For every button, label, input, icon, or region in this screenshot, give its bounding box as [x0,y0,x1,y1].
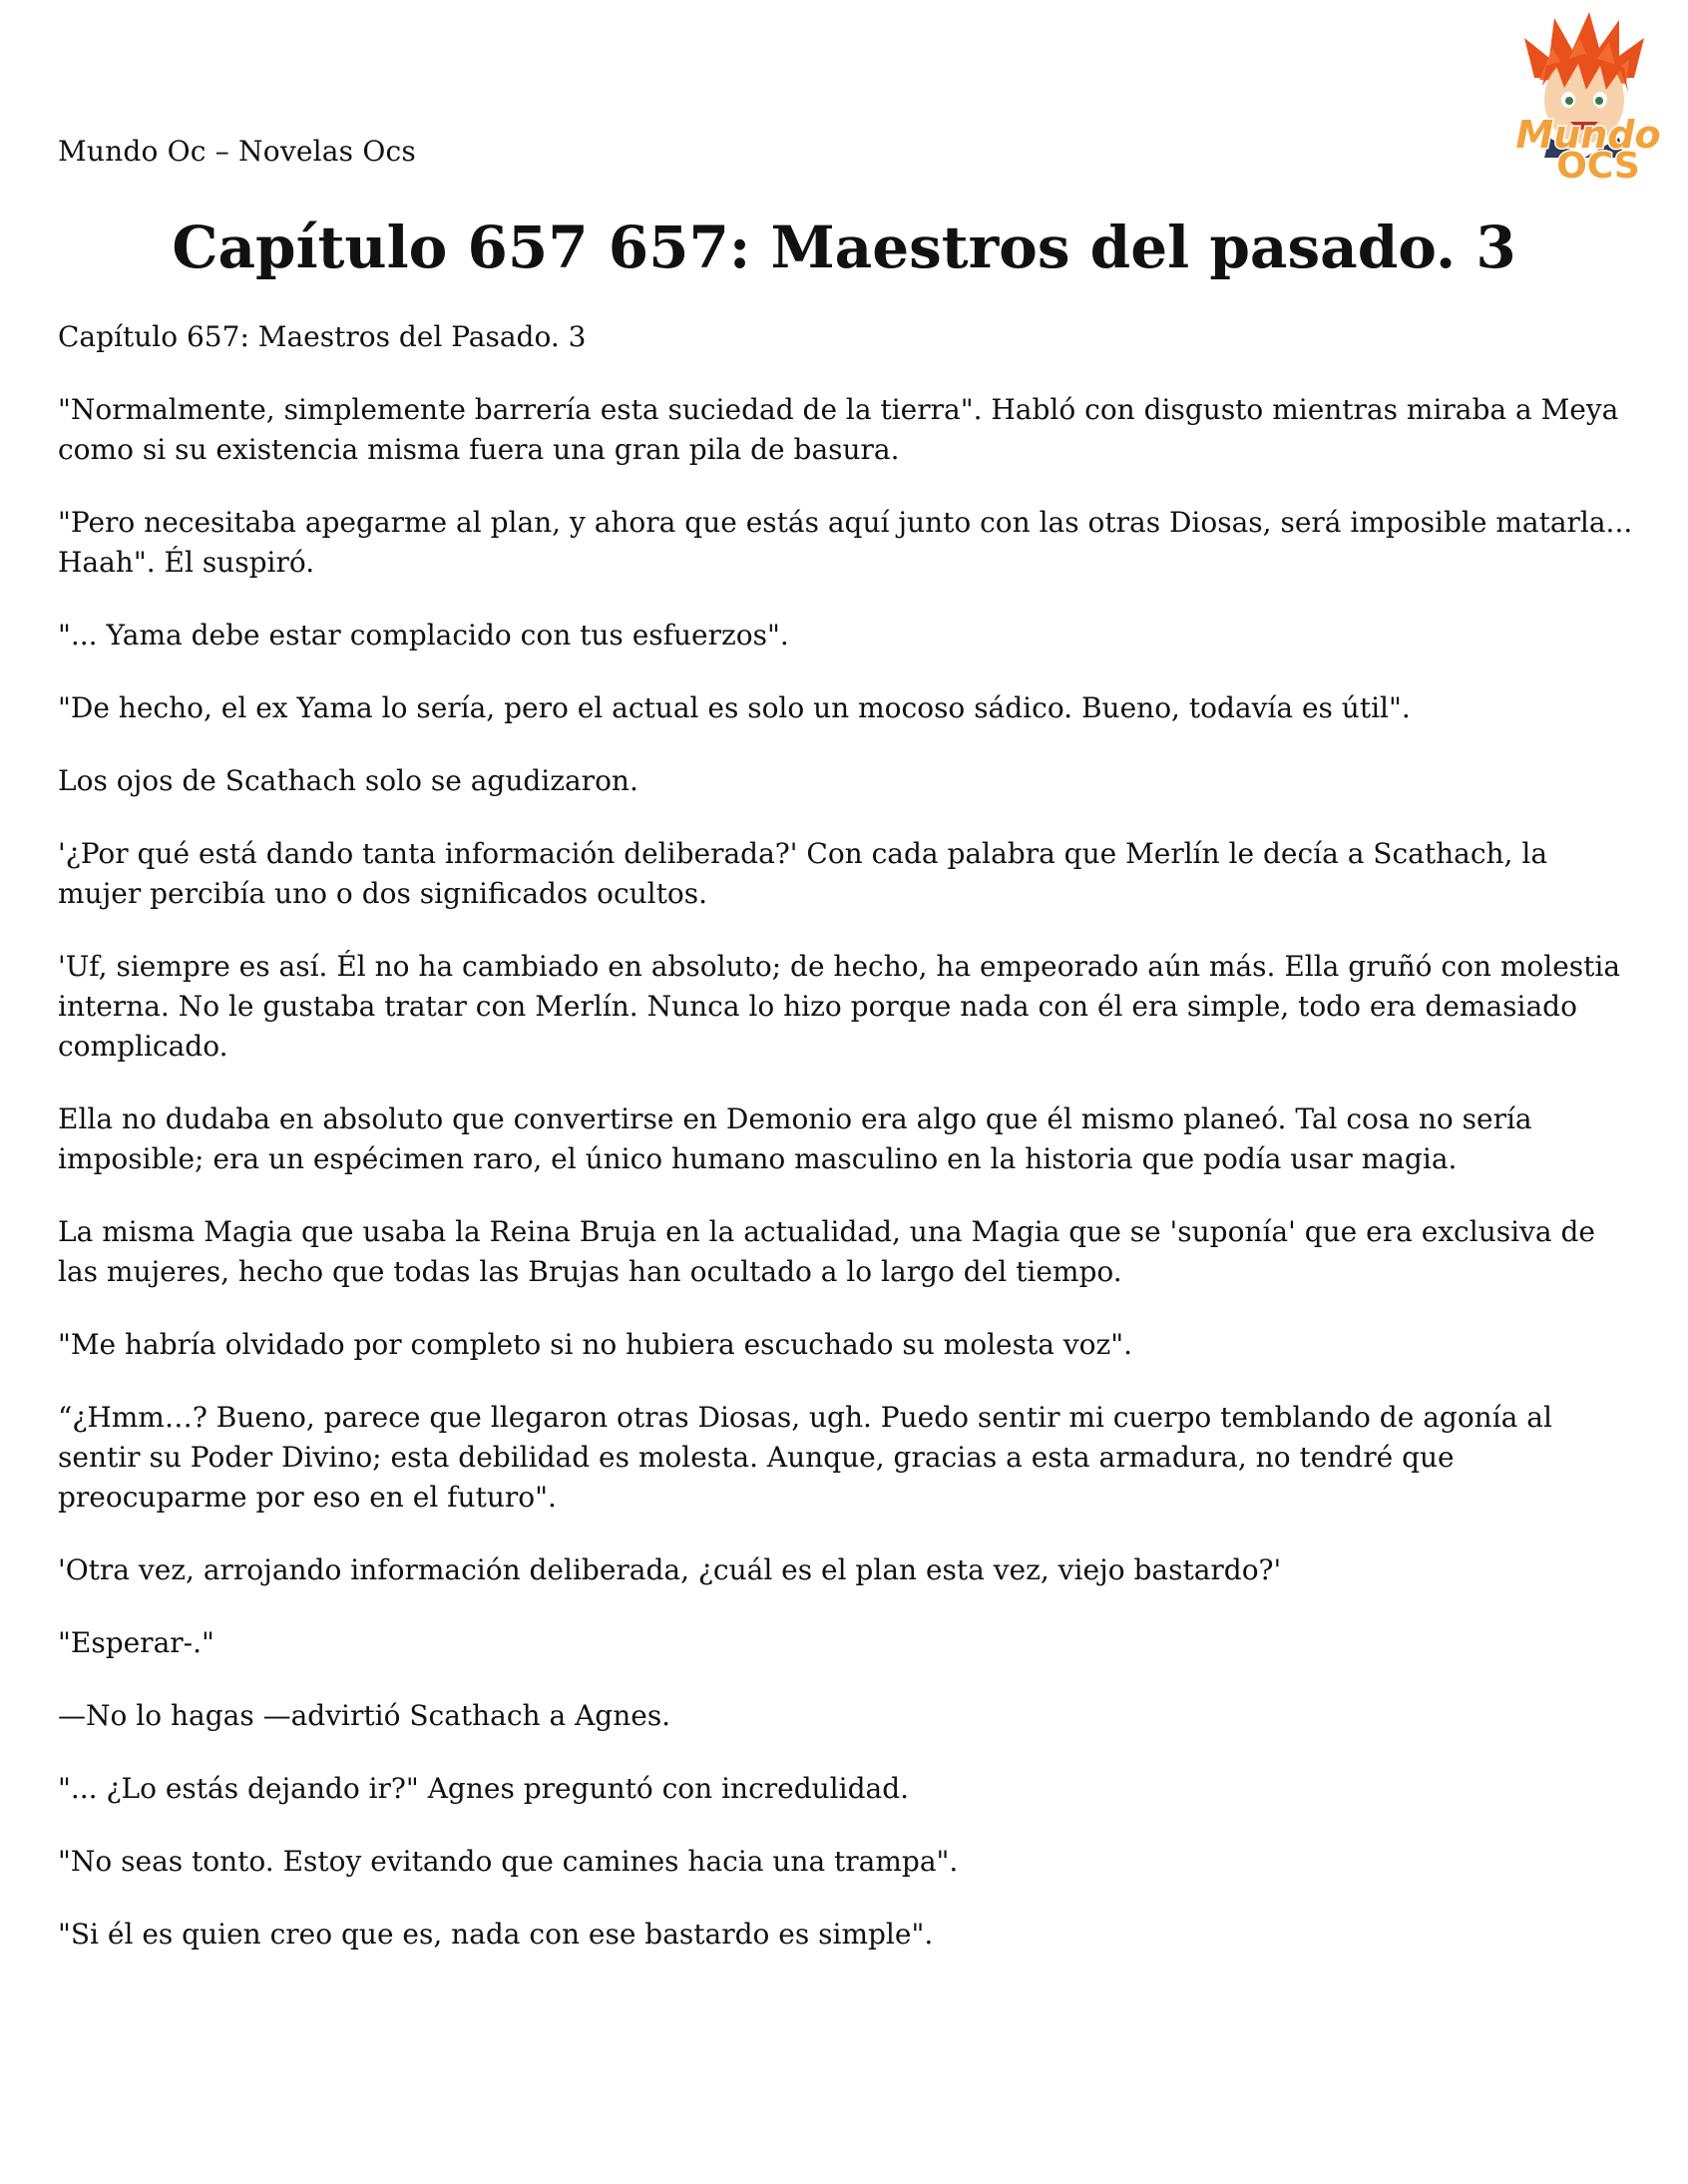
paragraph: "... Yama debe estar complacido con tus esfuerzos". [58,619,789,652]
paragraph: 'Uf, siempre es así. Él no ha cambiado en absoluto; de hecho, ha empeorado aún más. Ella gruñó con molestia interna. No le gustaba tratar con Merlín. Nunca lo hizo porque nada con él era simple, todo era demasiado complicado. [58,950,1621,1063]
paragraph: '¿Por qué está dando tanta información deliberada?' Con cada palabra que Merlín le decía a Scathach, la mujer percibía uno o dos significados ocultos. [58,837,1548,910]
mundo-ocs-logo [1494,8,1682,184]
paragraph: "Me habría olvidado por completo si no hubiera escuchado su molesta voz". [58,1328,1133,1361]
chapter-body [58,317,1634,1987]
paragraph: "Normalmente, simplemente barrería esta suciedad de la tierra". Habló con disgusto mientras miraba a Meya como si su existencia misma fuera una gran pila de basura. [58,393,1619,466]
svg-text:Mundo: Mundo [1515,113,1661,157]
paragraph: "... ¿Lo estás dejando ir?" Agnes preguntó con incredulidad. [58,1772,910,1805]
paragraph: “¿Hmm…? Bueno, parece que llegaron otras Diosas, ugh. Puedo sentir mi cuerpo temblando de agonía al sentir su Poder Divino; esta debilidad es molesta. Aunque, gracias a esta armadura, no tendré que preocuparme por eso en el futuro". [58,1401,1552,1514]
paragraph: La misma Magia que usaba la Reina Bruja en la actualidad, una Magia que se 'suponía' que era exclusiva de las mujeres, hecho que todas las Brujas han ocultado a lo largo del tiempo. [58,1215,1595,1288]
paragraph: —No lo hagas —advirtió Scathach a Agnes. [58,1699,671,1732]
chapter-title: Capítulo 657 657: Maestros del pasado. 3 [172,214,1516,281]
paragraph: Ella no dudaba en absoluto que convertirse en Demonio era algo que él mismo planeó. Tal cosa no sería imposible; era un espécimen raro, el único humano masculino en la historia que podía usar magia. [58,1102,1532,1175]
svg-text:OCS: OCS [1556,146,1640,184]
paragraph: Capítulo 657: Maestros del Pasado. 3 [58,320,587,353]
paragraph: Los ojos de Scathach solo se agudizaron. [58,764,638,797]
paragraph: 'Otra vez, arrojando información deliberada, ¿cuál es el plan esta vez, viejo bastardo?' [58,1553,1282,1586]
site-header: Mundo Oc – Novelas Ocs [58,135,416,168]
logo-wordmark [1515,113,1660,184]
paragraph: "De hecho, el ex Yama lo sería, pero el actual es solo un mocoso sádico. Bueno, todavía es útil". [58,691,1411,724]
paragraph: "Pero necesitaba apegarme al plan, y ahora que estás aquí junto con las otras Diosas, será imposible matarla... Haah". Él suspiró. [58,506,1633,579]
paragraph: "Esperar-." [58,1626,214,1659]
paragraph: "Si él es quien creo que es, nada con ese bastardo es simple". [58,1918,934,1951]
paragraph: "No seas tonto. Estoy evitando que camines hacia una trampa". [58,1845,959,1878]
